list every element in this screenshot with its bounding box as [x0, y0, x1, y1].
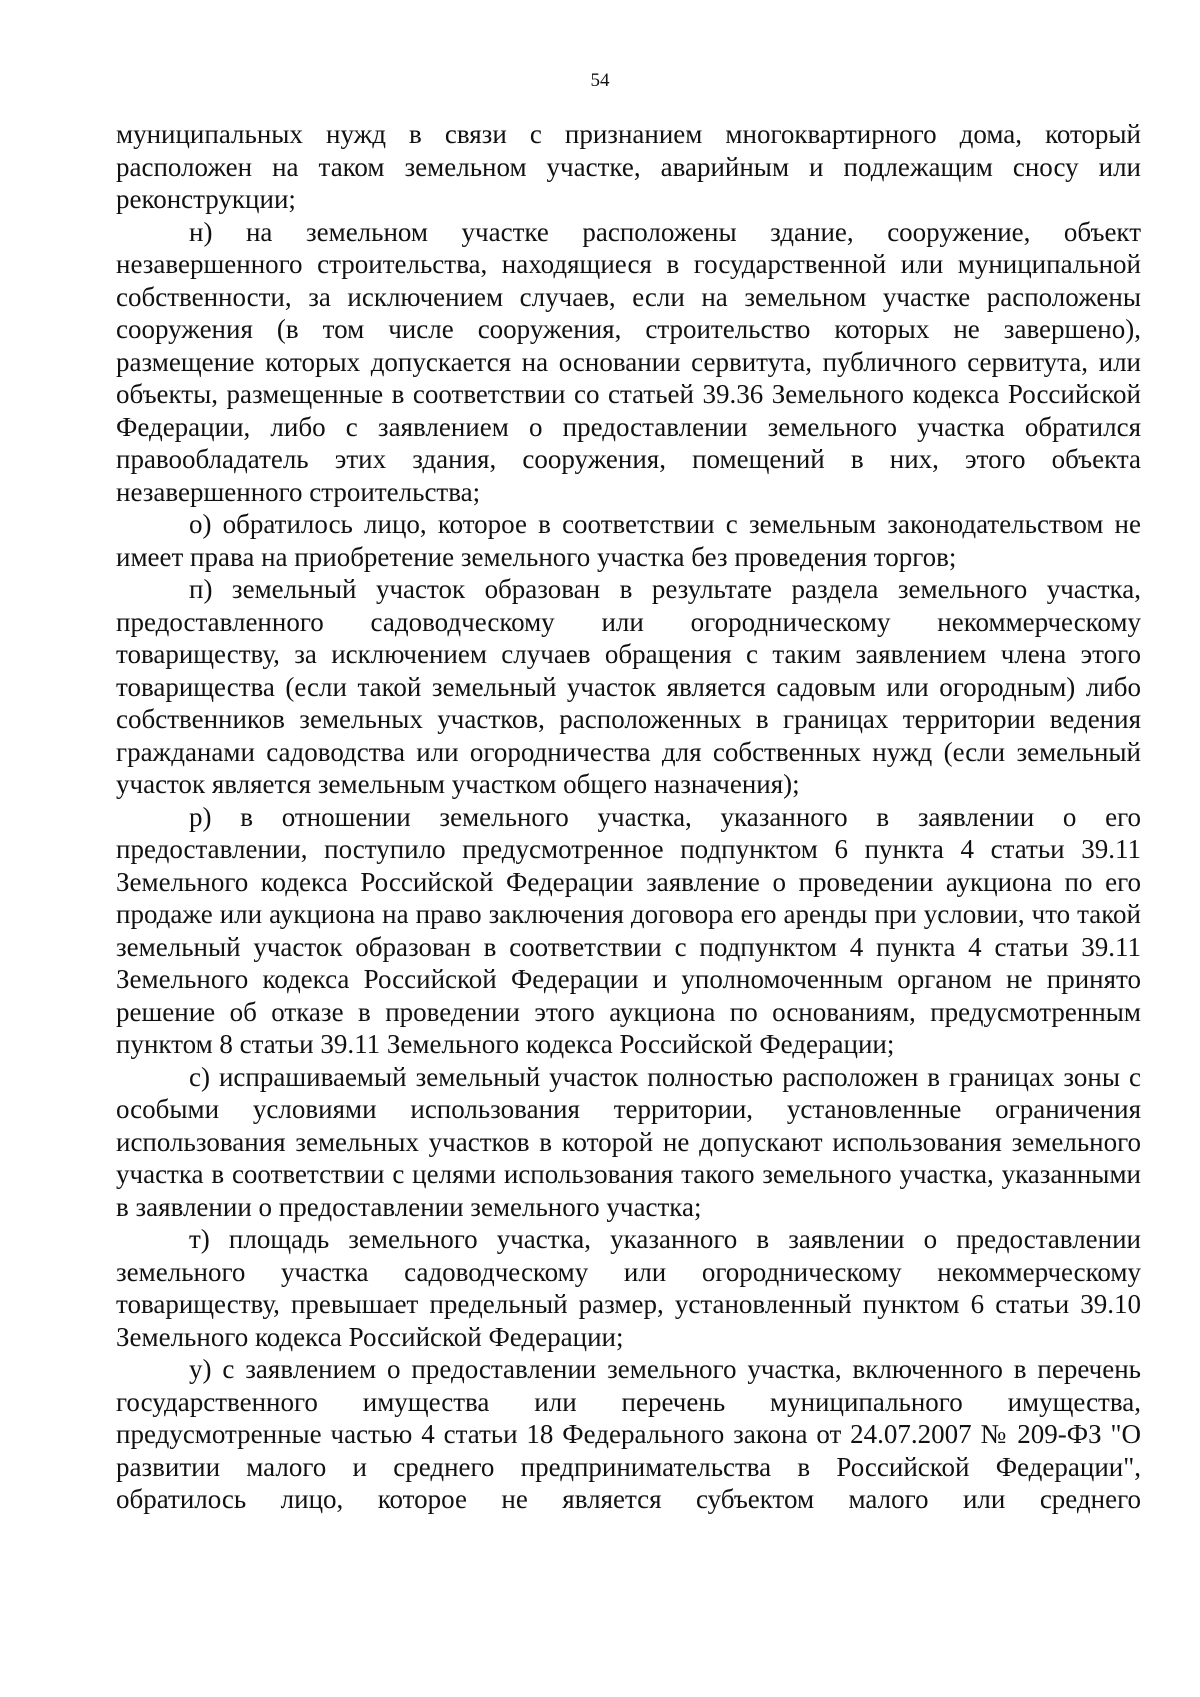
paragraph-item-o: о) обратилось лицо, которое в соответствии с земельным законодательством не имеет права на приобретение земельного участка без проведения торгов; [116, 509, 1141, 572]
paragraph-item-n: н) на земельном участке расположены здание, сооружение, объект незавершенного строительства, находящиеся в государственной или муниципальной собственности, за исключением случаев, если на земельном участке расположены сооружения (в том числе сооружения, строительство которых не завершено), размещение которых допускается на основании сервитута, публичного сервитута, или объекты, размещенные в соответствии со статьей 39.36 Земельного кодекса Российской Федерации, либо с заявлением о предоставлении земельного участка обратился правообладатель этих здания, сооружения, помещений в них, этого объекта незавершенного строительства; [116, 216, 1141, 507]
paragraph-continuation: муниципальных нужд в связи с признанием многоквартирного дома, который расположен на таком земельном участке, аварийным и подлежащим сносу или реконструкции; [116, 119, 1141, 214]
paragraph-item-s: с) испрашиваемый земельный участок полностью расположен в границах зоны с особыми условиями использования территории, установленные ограничения использования земельных участков в которой не допускают использования земельного участка в соответствии с целями использования такого земельного участка, указанными в заявлении о предоставлении земельного участка; [116, 1061, 1141, 1222]
paragraph-item-r: р) в отношении земельного участка, указанного в заявлении о его предоставлении, поступило предусмотренное подпунктом 6 пункта 4 статьи 39.11 Земельного кодекса Российской Федерации заявление о проведении аукциона по его продаже или аукциона на право заключения договора его аренды при условии, что такой земельный участок образован в соответствии с подпунктом 4 пункта 4 статьи 39.11 Земельного кодекса Российской Федерации и уполномоченным органом не принято решение об отказе в проведении этого аукциона по основаниям, предусмотренным пунктом 8 статьи 39.11 Земельного кодекса Российской Федерации; [116, 801, 1141, 1059]
page-number: 54 [590, 70, 610, 91]
paragraph-item-u: у) с заявлением о предоставлении земельного участка, включенного в перечень государственного имущества или перечень муниципального имущества, предусмотренные частью 4 статьи 18 Федерального закона от 24.07.2007 № 209-ФЗ "О развитии малого и среднего предпринимательства в Российской Федерации", обратилось лицо, которое не является субъектом малого или среднего [116, 1354, 1141, 1514]
document-body [116, 118, 1141, 1516]
paragraph-item-p: п) земельный участок образован в результате раздела земельного участка, предоставленного садоводческому или огородническому некоммерческому товариществу, за исключением случаев обращения с таким заявлением члена этого товарищества (если такой земельный участок является садовым или огородным) либо собственников земельных участков, расположенных в границах территории ведения гражданами садоводства или огородничества для собственных нужд (если земельный участок является земельным участком общего назначения); [116, 574, 1141, 799]
paragraph-item-t: т) площадь земельного участка, указанного в заявлении о предоставлении земельного участка садоводческому или огородническому некоммерческому товариществу, превышает предельный размер, установленный пунктом 6 статьи 39.10 Земельного кодекса Российской Федерации; [116, 1224, 1141, 1352]
